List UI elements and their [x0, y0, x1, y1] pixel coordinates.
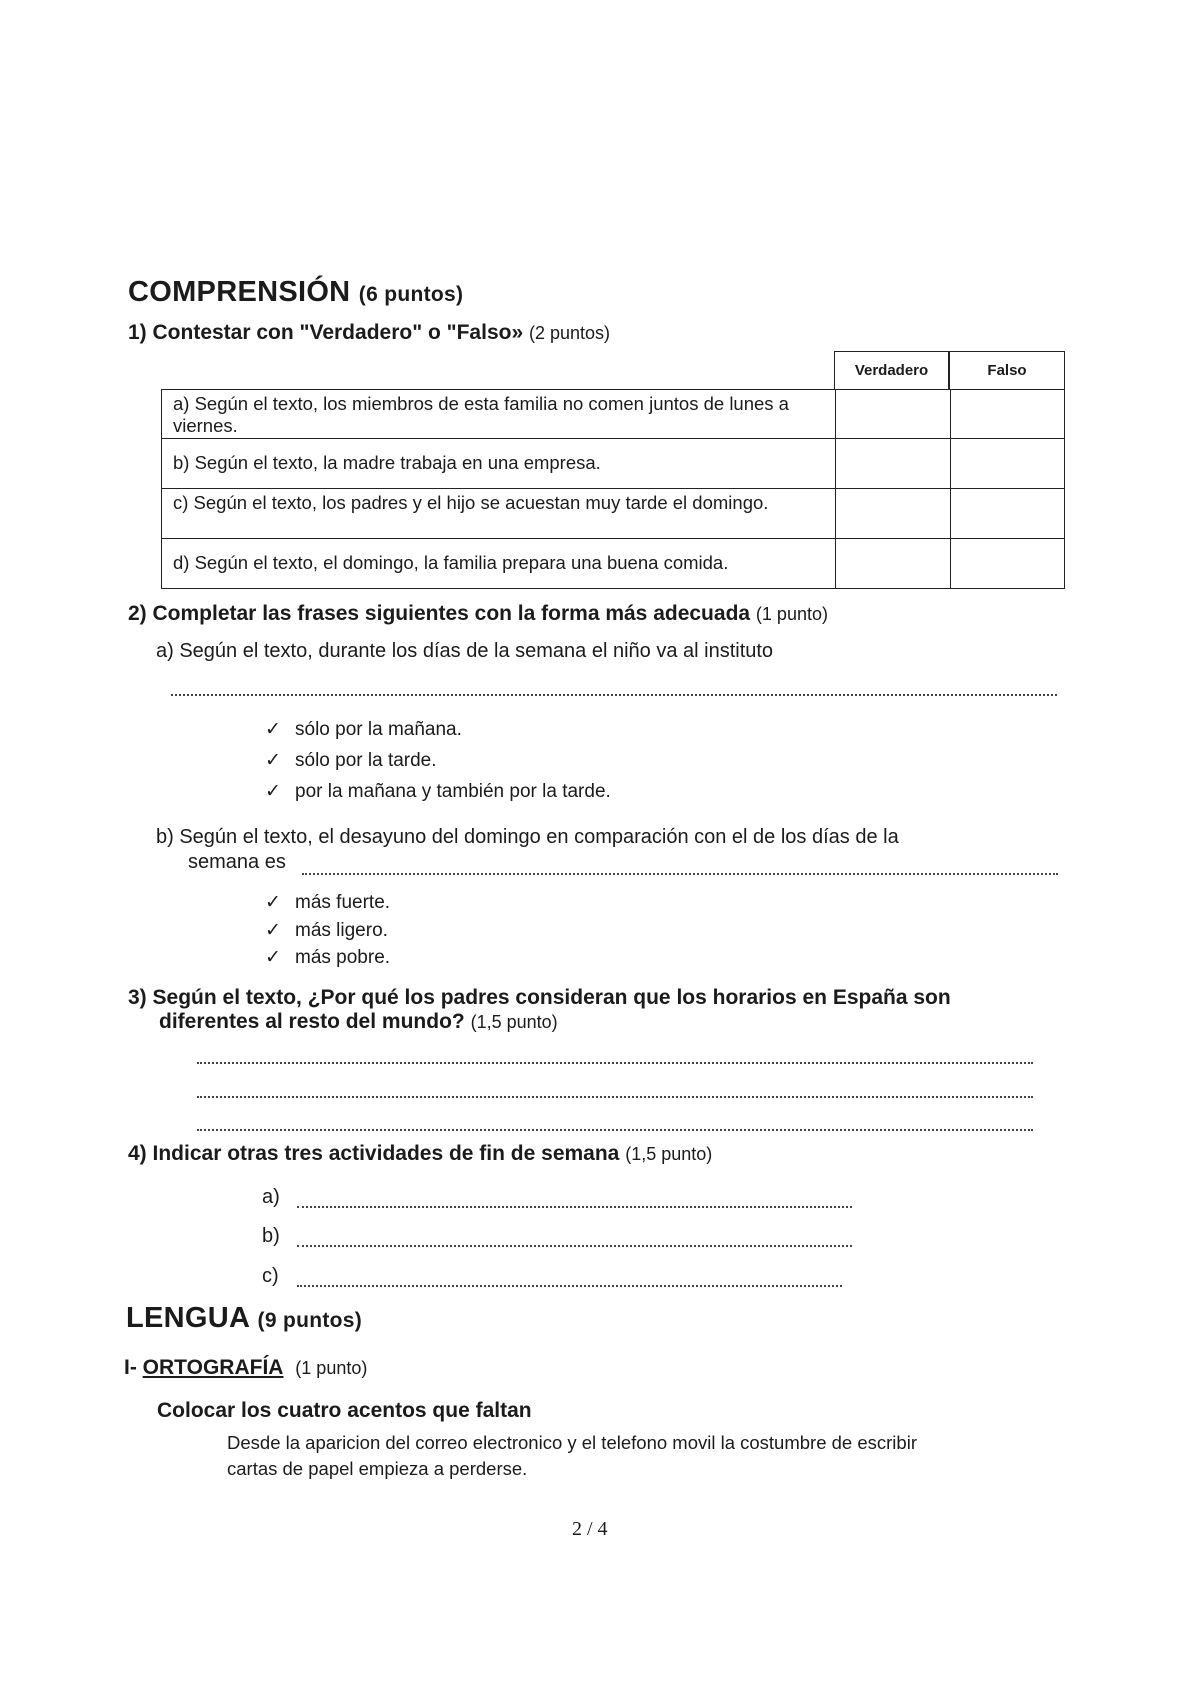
q4-answer-line-b[interactable]	[297, 1245, 852, 1247]
q2-b-option-1[interactable]: ✓ más fuerte.	[265, 892, 391, 913]
verdadero-cell-c[interactable]	[835, 489, 951, 538]
falso-cell-d[interactable]	[950, 539, 1065, 588]
comprension-title: COMPRENSIÓN	[128, 276, 351, 308]
q2-b-option-3[interactable]: ✓ más pobre.	[265, 947, 391, 968]
section-title-lengua	[126, 1302, 362, 1335]
q4-label-a: a)	[262, 1186, 280, 1208]
check-icon: ✓	[265, 719, 281, 740]
header-verdadero: Verdadero	[834, 351, 949, 389]
q4-points: (1,5 punto)	[625, 1144, 713, 1164]
true-false-table	[161, 351, 1065, 591]
lengua-title: LENGUA	[126, 1302, 250, 1334]
q2-points: (1 punto)	[755, 604, 828, 624]
q2-a-option-2[interactable]: ✓ sólo por la tarde.	[265, 750, 437, 771]
statement-c: c) Según el texto, los padres y el hijo se acuestan muy tarde el domingo.	[173, 492, 769, 513]
q4-label-c: c)	[262, 1265, 279, 1287]
lengua-points: (9 puntos)	[257, 1309, 363, 1332]
q4-label-b: b)	[262, 1225, 280, 1247]
verdadero-cell-d[interactable]	[835, 539, 951, 588]
q2-b-option-2[interactable]: ✓ más ligero.	[265, 920, 388, 941]
ortografia-instruction: Colocar los cuatro acentos que faltan	[157, 1399, 532, 1422]
q2-title: 2) Completar las frases siguientes con la forma más adecuada	[128, 602, 751, 625]
statement-b: b) Según el texto, la madre trabaja en una empresa.	[173, 452, 601, 473]
ortografia-prefix: I-	[124, 1356, 137, 1379]
check-icon: ✓	[265, 781, 281, 802]
q3-title-line1: 3) Según el texto, ¿Por qué los padres consideran que los horarios en España son	[128, 986, 951, 1009]
comprension-points: (6 puntos)	[358, 283, 464, 306]
ortografia-title: ORTOGRAFÍA	[142, 1356, 284, 1379]
ortografia-heading	[124, 1356, 367, 1380]
check-icon: ✓	[265, 920, 281, 941]
q2-a-statement: a) Según el texto, durante los días de la semana el niño va al instituto	[156, 640, 774, 662]
q3-answer-line-2[interactable]	[197, 1096, 1033, 1098]
q2-a-option-1[interactable]: ✓ sólo por la mañana.	[265, 719, 462, 740]
check-icon: ✓	[265, 750, 281, 771]
falso-cell-b[interactable]	[950, 439, 1065, 488]
q2-b-statement-line2: semana es	[188, 851, 286, 873]
table-row	[161, 488, 1065, 539]
statement-d: d) Según el texto, el domingo, la familia prepara una buena comida.	[173, 552, 729, 573]
check-icon: ✓	[265, 947, 281, 968]
section-title-comprension	[128, 276, 463, 309]
q1-points: (2 puntos)	[528, 323, 611, 343]
question-3-heading-line2	[159, 1010, 558, 1034]
header-falso: Falso	[949, 351, 1065, 389]
ortografia-points: (1 punto)	[295, 1358, 368, 1378]
q4-answer-line-c[interactable]	[297, 1285, 842, 1287]
q2-b-statement-line1: b) Según el texto, el desayuno del domingo en comparación con el de los días de la	[156, 826, 899, 848]
q2-a-answer-line[interactable]	[171, 694, 1057, 696]
q1-title: 1) Contestar con "Verdadero" o "Falso»	[128, 321, 524, 344]
q2-a-option-3[interactable]: ✓ por la mañana y también por la tarde.	[265, 781, 611, 802]
q4-answer-line-a[interactable]	[297, 1206, 852, 1208]
page-number: 2 / 4	[572, 1518, 608, 1540]
q3-title-line2: diferentes al resto del mundo?	[159, 1010, 465, 1033]
q3-answer-line-1[interactable]	[197, 1062, 1033, 1064]
table-row	[161, 389, 1065, 439]
table-row	[161, 438, 1065, 489]
q4-title: 4) Indicar otras tres actividades de fin de semana	[128, 1142, 620, 1165]
q3-answer-line-3[interactable]	[197, 1129, 1033, 1131]
verdadero-cell-a[interactable]	[835, 390, 951, 438]
ortografia-text-line2: cartas de papel empieza a perderse.	[227, 1458, 528, 1479]
question-1-heading	[128, 321, 610, 345]
q3-points: (1,5 punto)	[470, 1012, 558, 1032]
question-4-heading	[128, 1142, 712, 1166]
falso-cell-c[interactable]	[950, 489, 1065, 538]
falso-cell-a[interactable]	[950, 390, 1065, 438]
q2-b-answer-line[interactable]	[302, 873, 1058, 875]
statement-a: a) Según el texto, los miembros de esta familia no comen juntos de lunes a viernes.	[173, 393, 789, 436]
verdadero-cell-b[interactable]	[835, 439, 951, 488]
question-2-heading	[128, 602, 828, 626]
check-icon: ✓	[265, 892, 281, 913]
table-row	[161, 538, 1065, 589]
ortografia-text-line1: Desde la aparicion del correo electronico y el telefono movil la costumbre de escribir	[227, 1432, 917, 1453]
